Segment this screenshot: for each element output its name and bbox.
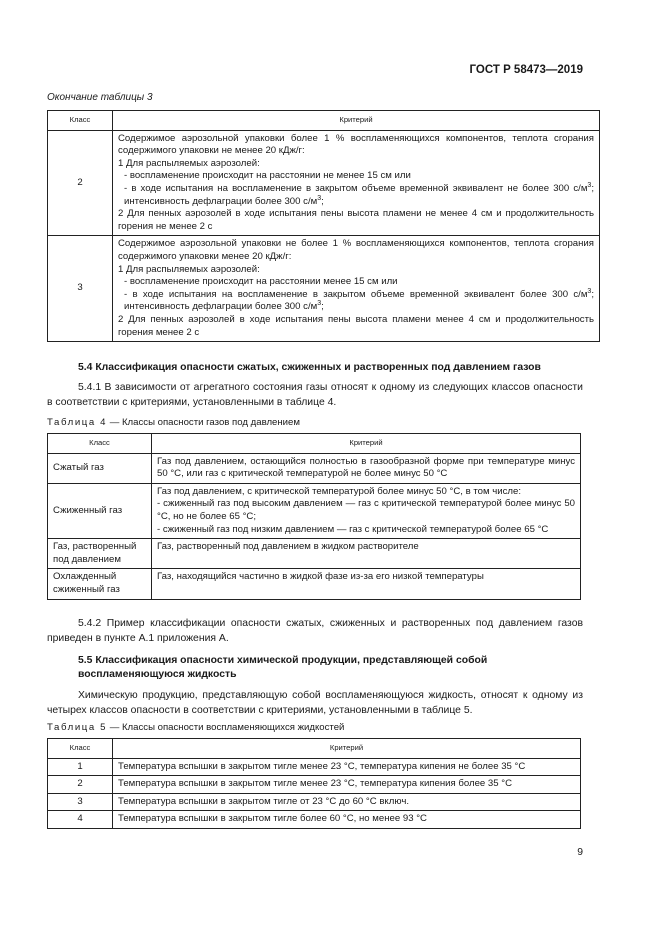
table4-criterion-cell: Газ, растворенный под давлением в жидком растворителе — [152, 539, 581, 569]
criterion-text: - в ходе испытания на воспламенение в закрытом объеме временной эквивалент не более 300 с/м — [124, 182, 588, 194]
table5-class-cell: 4 — [48, 811, 113, 829]
criterion-line: 2 Для пенных аэрозолей в ходе испытания пены высота пламени менее 4 см и продолжительность горения менее 2 с — [118, 313, 594, 338]
table5-caption-text: — Классы опасности воспламеняющихся жидкостей — [107, 722, 345, 733]
table4-class-cell: Газ, растворенный под давлением — [48, 539, 152, 569]
table4-class-cell: Сжатый газ — [48, 453, 152, 483]
superscript: 3 — [317, 300, 322, 308]
document-code: ГОСТ Р 58473—2019 — [469, 64, 583, 76]
criterion-line: 1 Для распыляемых аэрозолей: — [118, 263, 260, 275]
table3-class-cell: 2 — [48, 130, 113, 236]
table4-class-cell: Сжиженный газ — [48, 483, 152, 538]
table4-col-criterion: Критерий — [152, 434, 581, 454]
criterion-text: ; интенсивность дефлаграции более 300 с/м — [124, 288, 594, 313]
table-row — [48, 811, 581, 829]
table5-criterion-cell: Температура вспышки в закрытом тигле от 23 °С до 60 °С включ. — [113, 793, 581, 811]
table4-caption-text: — Классы опасности газов под давлением — [107, 417, 300, 428]
table-3 — [47, 110, 600, 342]
table4-criterion-cell: Газ, находящийся частично в жидкой фазе из-за его низкой температуры — [152, 569, 581, 599]
criterion-text: - в ходе испытания на воспламенение в закрытом объеме временной эквивалент более 300 с/м — [124, 288, 588, 300]
table3-col-class: Класс — [48, 111, 113, 131]
table4-caption — [47, 417, 300, 428]
criterion-bullet: - в ходе испытания на воспламенение в закрытом объеме временной эквивалент не более 300 $с/м^3$; интенсивность дефлаграции более 300 $с/м^3$; — [124, 181, 594, 207]
page-number: 9 — [577, 847, 583, 858]
criterion-line: 1 Для распыляемых аэрозолей: — [118, 157, 260, 169]
table4-criterion-cell — [152, 483, 581, 538]
section-5-5-paragraph: Химическую продукцию, представляющую собой воспламеняющуюся жидкость, относят к одному из четырех классов опасности в соответствии с критериями, установленными в таблице 5. — [47, 690, 583, 716]
table3-criterion-cell — [113, 236, 600, 342]
table4-col-class: Класс — [48, 434, 152, 454]
section-5-4-1-paragraph: 5.4.1 В зависимости от агрегатного состояния газы относят к одному из следующих классов опасности в соответствии с критериями, установленными в таблице 4. — [47, 382, 583, 408]
criterion-bullet: - воспламенение происходит на расстоянии не менее 15 см или — [124, 170, 411, 182]
table3-caption: Окончание таблицы 3 — [47, 92, 153, 103]
superscript: 3 — [587, 181, 592, 189]
section-5-4-heading: 5.4 Классификация опасности сжатых, сжиженных и растворенных под давлением газов — [78, 362, 541, 373]
criterion-bullet: - воспламенение происходит на расстоянии менее 15 см или — [124, 276, 398, 288]
table4-criterion-cell: Газ под давлением, остающийся полностью в газообразной форме при температуре минус 50 °С, или газ с критической температурой не более минус 50 °С — [152, 453, 581, 483]
criterion-bullet: - в ходе испытания на воспламенение в закрытом объеме временной эквивалент более 300 $с/м^3$; интенсивность дефлаграции более 300 $с/м^3$; — [124, 287, 594, 313]
table5-class-cell: 2 — [48, 776, 113, 794]
criterion-line: 2 Для пенных аэрозолей в ходе испытания пены высота пламени не менее 4 см и продолжительность горения не менее 2 с — [118, 208, 594, 232]
table4-caption-label: Таблица 4 — [47, 417, 108, 428]
criterion-text: ; интенсивность дефлаграции более 300 с/м — [124, 182, 594, 207]
table-row — [48, 793, 581, 811]
table-5 — [47, 738, 581, 829]
table5-criterion-cell: Температура вспышки в закрытом тигле более 60 °С, но менее 93 °С — [113, 811, 581, 829]
table3-criterion-cell — [113, 130, 600, 236]
criterion-line: Содержимое аэрозольной упаковки более 1 % воспламеняющихся компонентов, теплота сгорания содержимого упаковки не менее 20 кДж/г: — [118, 132, 594, 157]
criterion-bullet: - сжиженный газ под высоким давлением — газ с критической температурой более минус 50 °С, но не более 65 °С; — [157, 498, 575, 522]
table-row — [48, 483, 581, 538]
table5-class-cell: 1 — [48, 758, 113, 776]
superscript: 3 — [587, 287, 592, 295]
superscript: 3 — [317, 194, 322, 202]
criterion-line: Газ под давлением, с критической температурой более минус 50 °С, в том числе: — [157, 485, 521, 497]
table-4 — [47, 433, 581, 600]
table5-caption-label: Таблица 5 — [47, 722, 108, 733]
table-row — [48, 758, 581, 776]
table5-col-criterion: Критерий — [113, 739, 581, 759]
table-row — [48, 539, 581, 569]
table3-class-cell: 3 — [48, 236, 113, 342]
table5-criterion-cell: Температура вспышки в закрытом тигле менее 23 °С, температура кипения более 35 °С — [113, 776, 581, 794]
table5-criterion-cell: Температура вспышки в закрытом тигле менее 23 °С, температура кипения не более 35 °С — [113, 758, 581, 776]
table-row — [48, 130, 600, 236]
table5-caption — [47, 722, 344, 733]
table-row — [48, 569, 581, 599]
section-5-5-heading: 5.5 Классификация опасности химической продукции, представляющей собой воспламеняющуюся жидкость — [78, 655, 488, 680]
table4-class-cell: Охлажденный сжиженный газ — [48, 569, 152, 599]
table5-class-cell: 3 — [48, 793, 113, 811]
table-row — [48, 236, 600, 342]
table-row — [48, 453, 581, 483]
table3-col-criterion: Критерий — [113, 111, 600, 131]
criterion-line: Содержимое аэрозольной упаковки не более 1 % воспламеняющихся компонентов, теплота сгорания содержимого упаковки менее 20 кДж/г: — [118, 238, 594, 262]
criterion-bullet: - сжиженный газ под низким давлением — газ с критической температурой более 65 °С — [157, 523, 549, 535]
table5-col-class: Класс — [48, 739, 113, 759]
section-5-4-2-paragraph: 5.4.2 Пример классификации опасности сжатых, сжиженных и растворенных под давлением газов приведен в пункте А.1 приложения А. — [47, 618, 583, 644]
table-row — [48, 776, 581, 794]
